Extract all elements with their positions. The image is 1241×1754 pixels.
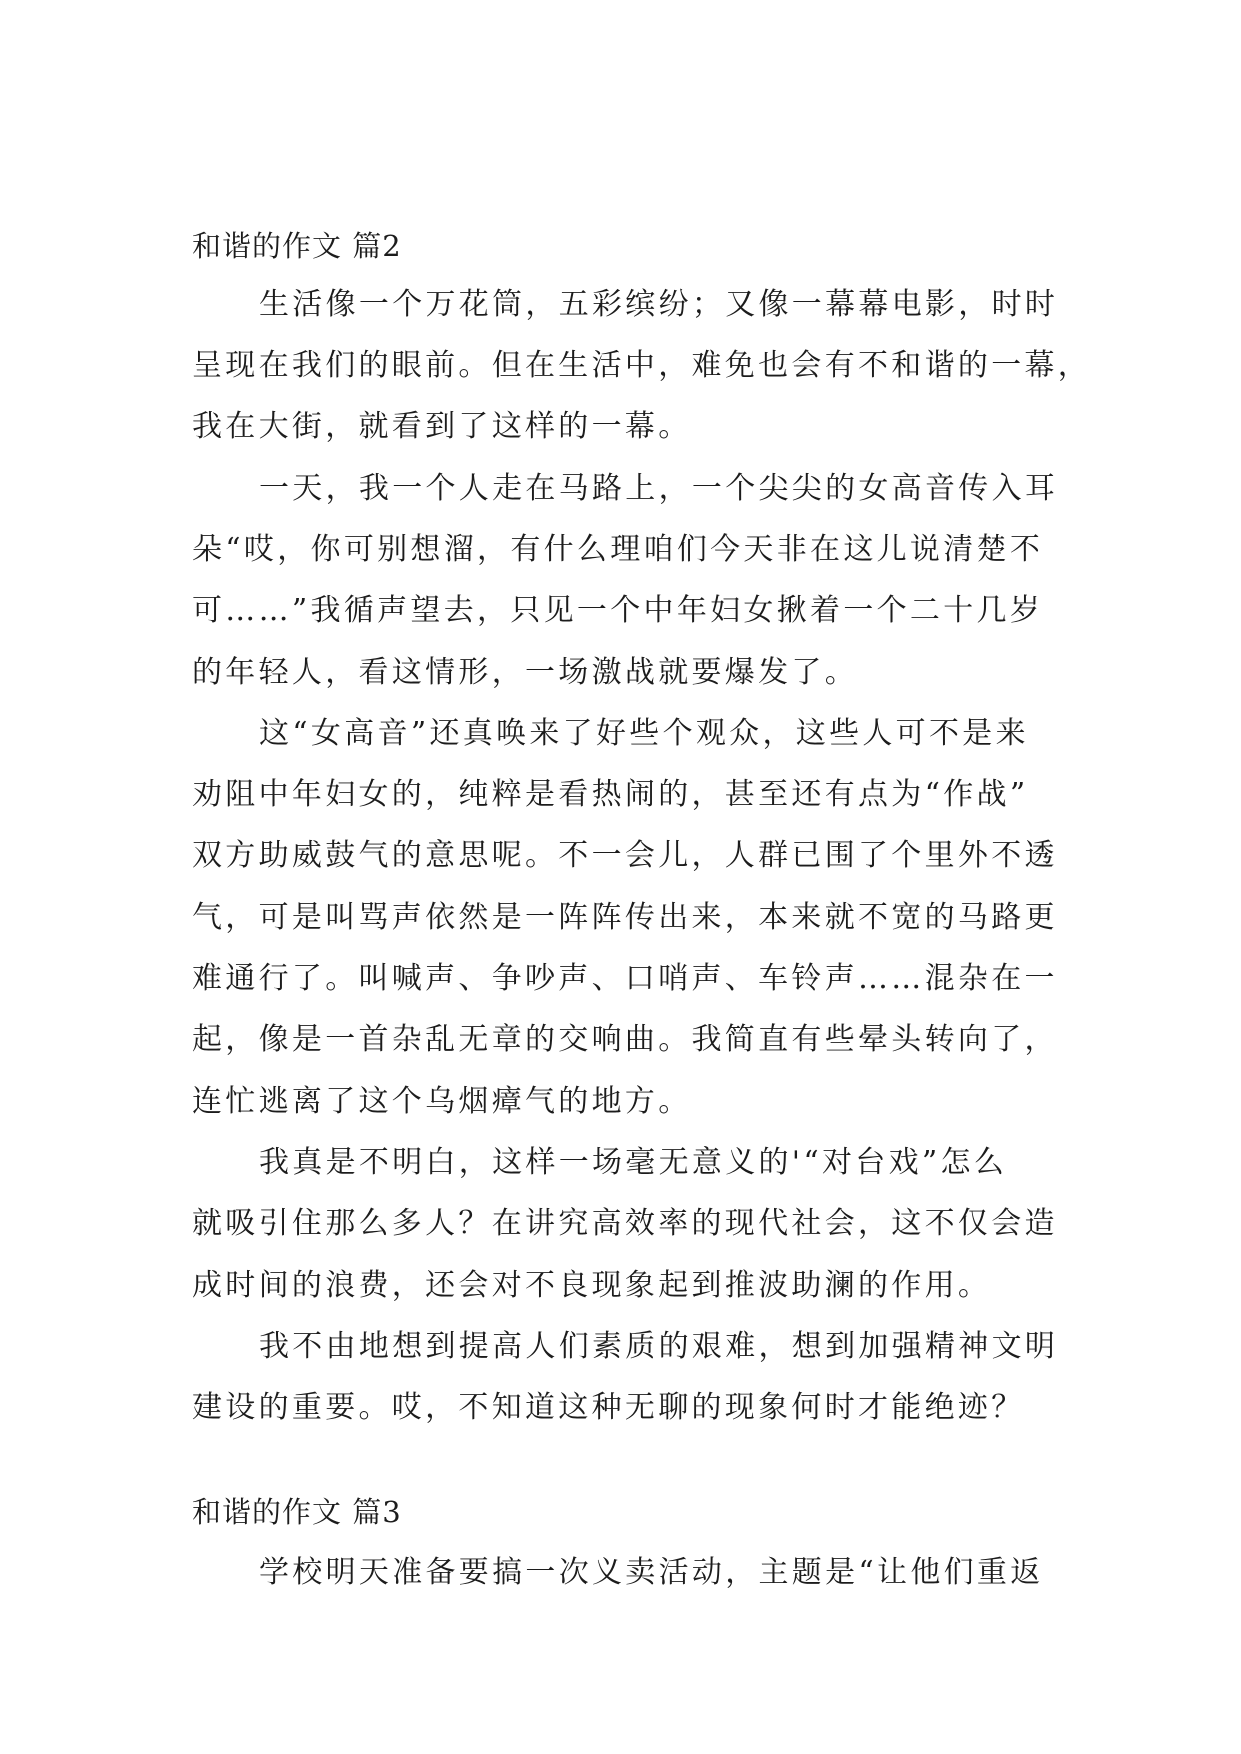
paragraph-line: 建设的重要。哎，不知道这种无聊的现象何时才能绝迹？ bbox=[192, 1390, 1025, 1425]
paragraph-line: 气，可是叫骂声依然是一阵阵传出来，本来就不宽的马路更 bbox=[192, 900, 1058, 935]
paragraph-line: 可……”我循声望去，只见一个中年妇女揪着一个二十几岁 bbox=[192, 593, 1044, 628]
paragraph-line: 连忙逃离了这个乌烟瘴气的地方。 bbox=[192, 1084, 692, 1119]
paragraph-line: 我不由地想到提高人们素质的艰难，想到加强精神文明 bbox=[259, 1329, 1059, 1364]
paragraph-line: 朵“哎，你可别想溜，有什么理咱们今天非在这儿说清楚不 bbox=[192, 532, 1044, 567]
paragraph-line: 双方助威鼓气的意思呢。不一会儿，人群已围了个里外不透 bbox=[192, 838, 1058, 873]
section-heading: 和谐的作文 篇2 bbox=[192, 229, 402, 263]
paragraph-line: 我真是不明白，这样一场毫无意义的'“对台戏”怎么 bbox=[259, 1145, 1008, 1180]
paragraph-line: 成时间的浪费，还会对不良现象起到推波助澜的作用。 bbox=[192, 1268, 992, 1303]
section-heading: 和谐的作文 篇3 bbox=[192, 1495, 402, 1529]
paragraph-line: 学校明天准备要搞一次义卖活动，主题是“让他们重返 bbox=[259, 1555, 1044, 1590]
paragraph-line: 我在大街，就看到了这样的一幕。 bbox=[192, 409, 692, 444]
paragraph-line: 起，像是一首杂乱无章的交响曲。我简直有些晕头转向了， bbox=[192, 1022, 1058, 1057]
paragraph-line: 这“女高音”还真唤来了好些个观众，这些人可不是来 bbox=[259, 716, 1029, 751]
paragraph-line: 生活像一个万花筒，五彩缤纷；又像一幕幕电影，时时 bbox=[259, 287, 1059, 322]
paragraph-line: 的年轻人，看这情形，一场激战就要爆发了。 bbox=[192, 655, 858, 690]
paragraph-line: 劝阻中年妇女的，纯粹是看热闹的，甚至还有点为“作战” bbox=[192, 777, 1029, 812]
paragraph-line: 就吸引住那么多人？在讲究高效率的现代社会，这不仅会造 bbox=[192, 1206, 1058, 1241]
paragraph-line: 一天，我一个人走在马路上，一个尖尖的女高音传入耳 bbox=[259, 471, 1059, 506]
paragraph-line: 难通行了。叫喊声、争吵声、口哨声、车铃声……混杂在一 bbox=[192, 961, 1058, 996]
paragraph-line: 呈现在我们的眼前。但在生活中，难免也会有不和谐的一幕， bbox=[192, 348, 1092, 383]
